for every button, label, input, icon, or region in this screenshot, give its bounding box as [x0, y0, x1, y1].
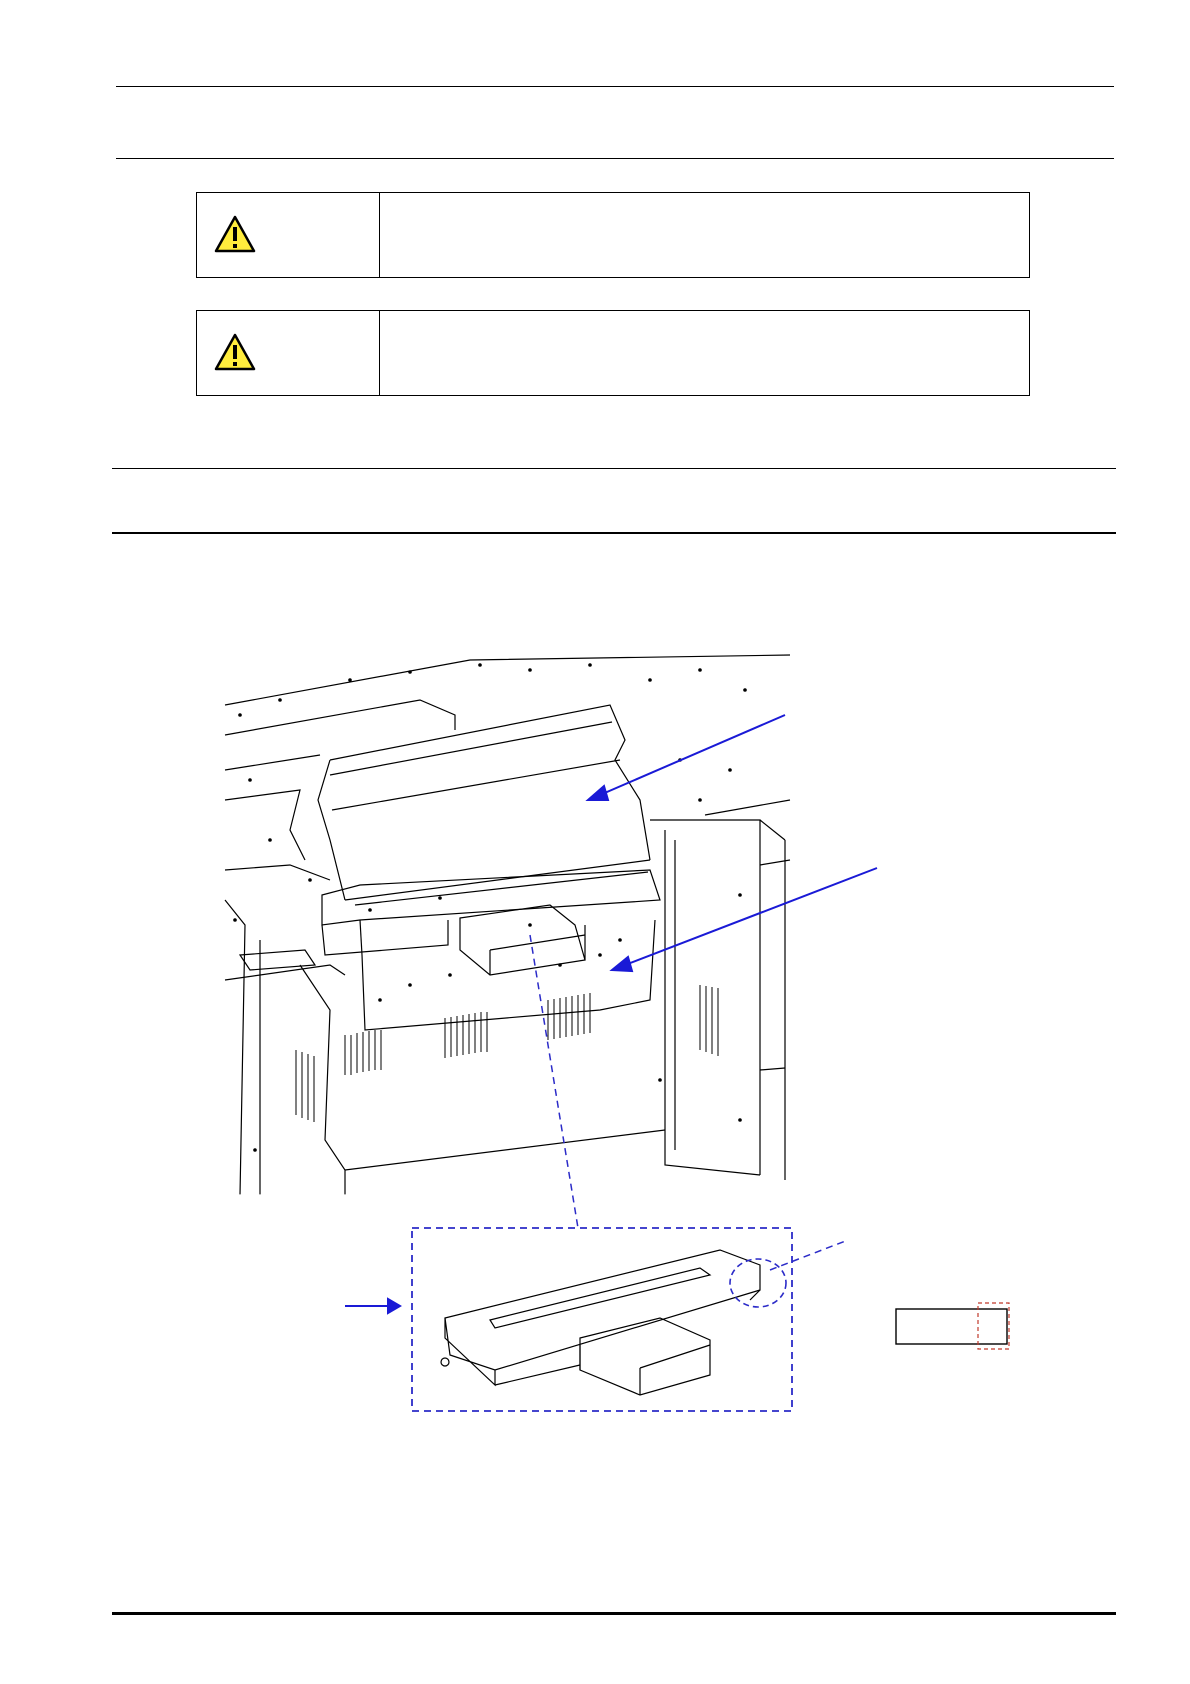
footer-rule	[112, 1612, 1116, 1615]
